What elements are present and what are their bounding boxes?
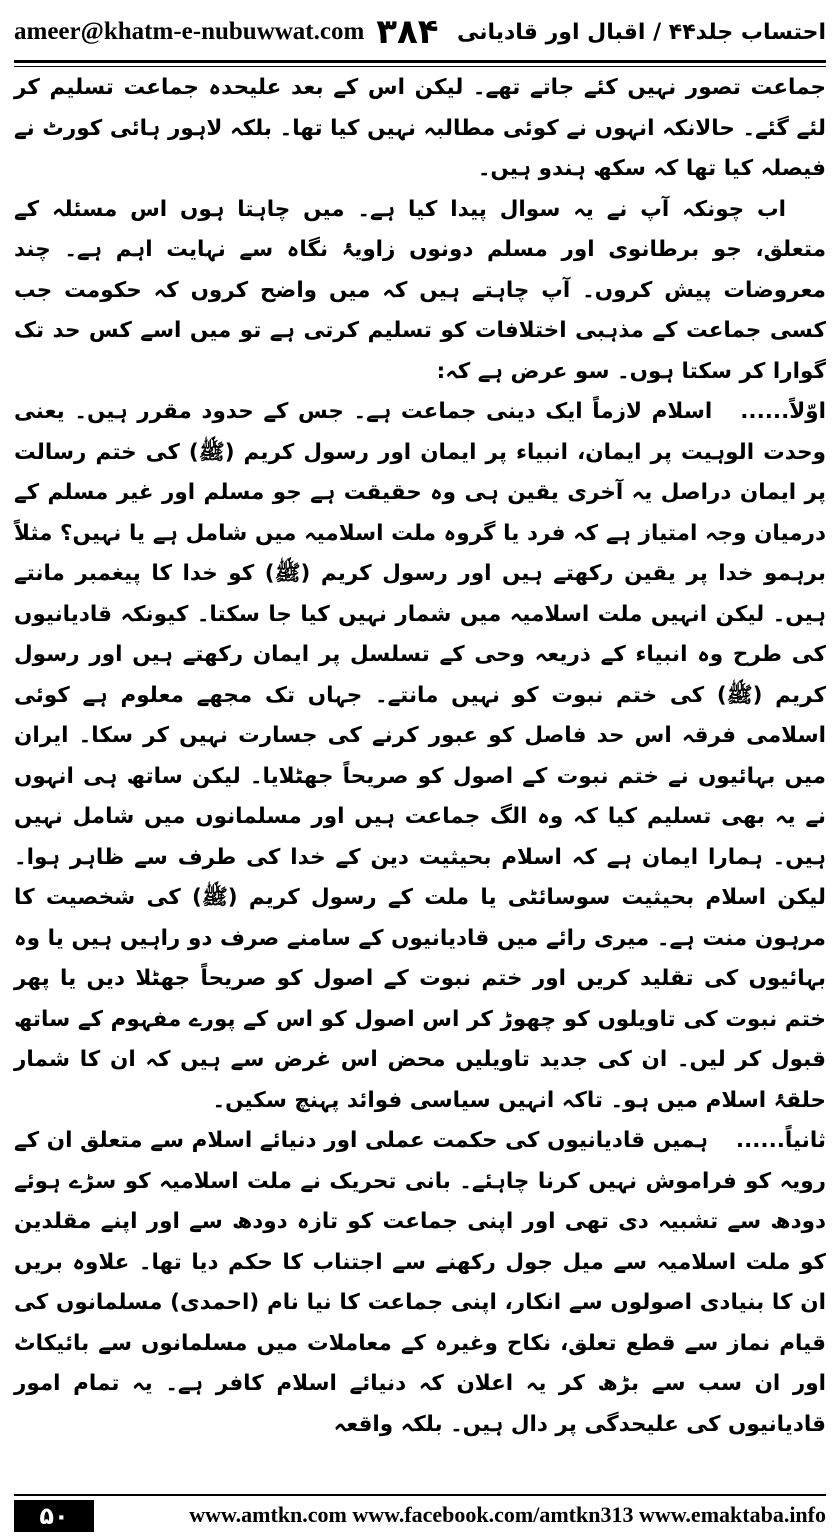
header-email[interactable]: ameer@khatm-e-nubuwwat.com — [14, 18, 365, 45]
paragraph-2: اب چونکہ آپ نے یہ سوال پیدا کیا ہے۔ میں چاہتا ہوں اس مسئلہ کے متعلق، جو برطانوی اور مسلم دونوں زاویۂ نگاہ سے نہایت اہم ہے۔ چند معروضات پیش کروں۔ آپ چاہتے ہیں کہ میں واضح کروں کہ حکومت جب کسی جماعت کے مذہبی اختلافات کو تسلیم کرتی ہے تو میں اسے کس حد تک گوارا کر سکتا ہوں۔ سو عرض ہے کہ: — [14, 196, 826, 384]
lead-second: ثانیاً...... — [735, 1128, 826, 1153]
page-body — [14, 68, 826, 1468]
paragraph-1: جماعت تصور نہیں کئے جاتے تھے۔ لیکن اس کے بعد علیحدہ جماعت تسلیم کر لئے گئے۔ حالانکہ انہوں نے کوئی مطالبہ نہیں کیا تھا۔ بلکہ لاہور ہائی کورٹ نے فیصلہ کیا تھا کہ سکھ ہندو ہیں۔ — [14, 75, 826, 181]
paragraph-3-text: اسلام لازماً ایک دینی جماعت ہے۔ جس کے حدود مقرر ہیں۔ یعنی وحدت الوہیت پر ایمان، انبیاء پر ایمان اور رسول کریم (ﷺ) کی ختم رسالت پر ایمان دراصل یہ آخری یقین ہی وہ حقیقت ہے جو مسلم اور غیر مسلم کے درمیان وجہ امتیاز ہے کہ فرد یا گروہ ملت اسلامیہ میں شامل ہے یا نہیں؟ مثلاً برہمو خدا پر یقین رکھتے ہیں اور رسول کریم (ﷺ) کو خدا کا پیغمبر مانتے ہیں۔ لیکن انہیں ملت اسلامیہ میں شمار نہیں کیا جا سکتا۔ کیونکہ قادیانیوں کی طرح وہ انبیاء کے ذریعہ وحی کے تسلسل پر ایمان رکھتے ہیں اور رسول کریم (ﷺ) کی ختم نبوت کو نہیں مانتے۔ جہاں تک مجھے معلوم ہے کوئی اسلامی فرقہ اس حد فاصل کو عبور کرنے کی جسارت نہیں کر سکا۔ ایران میں بہائیوں نے ختم نبوت کے اصول کو صریحاً جھٹلایا۔ لیکن ساتھ ہی انہوں نے یہ بھی تسلیم کیا کہ وہ الگ جماعت ہیں اور مسلمانوں میں شامل نہیں ہیں۔ ہمارا ایمان ہے کہ اسلام بحیثیت دین کے خدا کی طرف سے ظاہر ہوا۔ لیکن اسلام بحیثیت سوسائٹی یا ملت کے رسول کریم (ﷺ) کی شخصیت کا مرہون منت ہے۔ میری رائے میں قادیانیوں کے سامنے صرف دو راہیں ہیں یا وہ بہائیوں کی تقلید کریں اور ختم نبوت کے اصول کو صریحاً جھٹلا دیں یا پھر ختم نبوت کی تاویلوں کو چھوڑ کر اس اصول کو اس کے پورے مفہوم کے ساتھ قبول کر لیں۔ ان کی جدید تاویلیں محض اس غرض سے ہیں کہ ان کا شمار حلقۂ اسلام میں ہو۔ تاکہ انہیں سیاسی فوائد پہنچ سکیں۔ — [14, 399, 826, 1113]
footer-page-number: ۵۰ — [14, 1500, 94, 1532]
header-page-number: ۳۸۴ — [376, 12, 439, 52]
page-header — [14, 6, 826, 58]
header-rule — [14, 60, 826, 66]
lead-first: اوّلاً...... — [740, 399, 826, 424]
paragraph-3 — [14, 392, 826, 1121]
header-title: احتساب جلد۴۴ / اقبال اور قادیانی — [456, 19, 826, 45]
paragraph-4 — [14, 1121, 826, 1445]
header-left — [14, 12, 439, 52]
page-footer — [14, 1494, 826, 1532]
footer-rule — [14, 1494, 826, 1496]
paragraph-4-text: ہمیں قادیانیوں کی حکمت عملی اور دنیائے اسلام سے متعلق ان کے رویہ کو فراموش نہیں کرنا چاہئے۔ بانی تحریک نے ملت اسلامیہ کو سڑے ہوئے دودھ سے تشبیہ دی تھی اور اپنی جماعت کو تازہ دودھ سے اور اپنے مقلدین کو ملت اسلامیہ سے میل جول رکھنے سے اجتناب کا حکم دیا تھا۔ علاوہ بریں ان کا بنیادی اصولوں سے انکار، اپنی جماعت کا نیا نام (احمدی) مسلمانوں کی قیام نماز سے قطع تعلق، نکاح وغیرہ کے معاملات میں مسلمانوں سے بائیکاٹ اور ان سب سے بڑھ کر یہ اعلان کہ دنیائے اسلام کافر ہے۔ یہ تمام امور قادیانیوں کی علیحدگی پر دال ہیں۔ بلکہ واقعہ — [14, 1128, 826, 1437]
footer-links[interactable]: www.amtkn.com www.facebook.com/amtkn313 www.emaktaba.info — [189, 1502, 826, 1527]
